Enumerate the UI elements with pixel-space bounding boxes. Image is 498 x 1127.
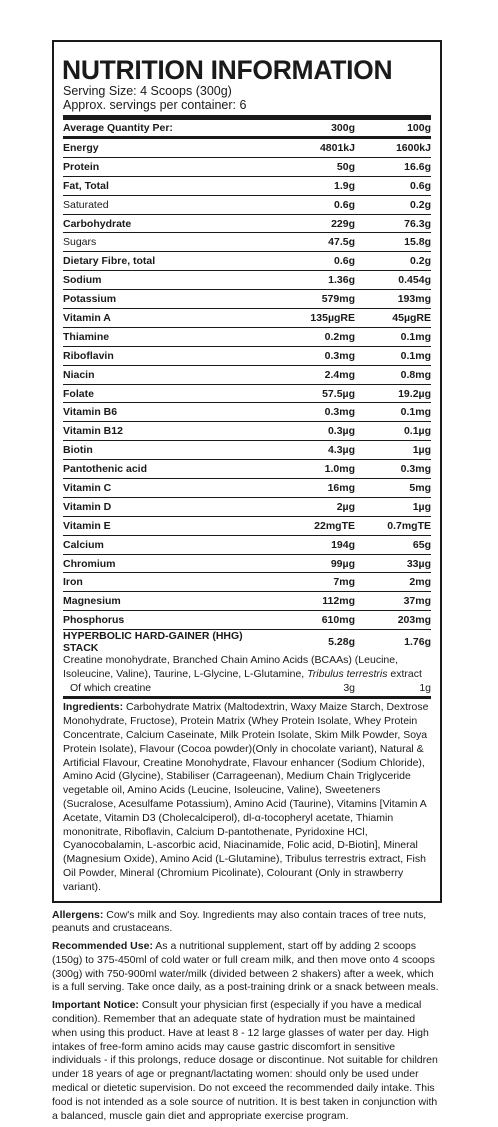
panel-title: NUTRITION INFORMATION xyxy=(62,55,393,85)
nutrient-value-100g: 0.1mg xyxy=(355,403,431,422)
table-row xyxy=(63,290,431,309)
allergens-paragraph xyxy=(52,909,442,937)
nutrient-value-300g: 22mgTE xyxy=(255,516,355,535)
nutrient-value-100g: 33µg xyxy=(355,554,431,573)
nutrient-value-100g: 15.8g xyxy=(355,233,431,252)
nutrient-value-300g: 0.6g xyxy=(255,195,355,214)
nutrient-value-100g: 45µgRE xyxy=(355,309,431,328)
nutrient-label: Phosphorus xyxy=(63,611,255,630)
nutrient-label: Potassium xyxy=(63,290,255,309)
header-col-100g: 100g xyxy=(355,120,431,138)
nutrition-table xyxy=(63,120,431,654)
nutrient-label: Sugars xyxy=(63,233,255,252)
creatine-value-300g: 3g xyxy=(343,681,355,694)
nutrient-label: Iron xyxy=(63,573,255,592)
ingredients-text: Carbohydrate Matrix (Maltodextrin, Waxy Maize Starch, Dextrose Monohydrate, Fructose), Protein Matrix (Whey Protein Isolate, Whey Protein Concentrate, Calcium Caseinate, Milk Protein Isolate, Skim Milk Powder, Soya Protein Isolate), Flavour (Cocoa powder)(Only in chocolate variant), Natural & Artificial Flavour, Creatine Monohydrate, Flavour enhancer (Sodium Chloride), Amino Acid (Glycine), Stabiliser (Carrageenan), Medium Chain Triglyceride vegetable oil, Amino Acids (Leucine, Isoleucine, Valine), Sweeteners (Sucralose, Acesulfame Potassium), Amino Acid (Taurine), Vitamins [Vitamin A Acetate, Vitamin D3 (Cholecalciperol), dl-α-tocopheryl acetate, Thiamin mononitrate, Riboflavin, Calcium D-pantothenate, Pyridoxine HCl, Cyanocobalamin, L-ascorbic acid, Niacinamide, Folic acid, D-Biotin], Mineral (Magnesium Oxide), Amino Acid (L-Glutamine), Tribulus terrestris extract, Fish Oil Powder, Mineral (Chromium Picolinate), Colourant (Only in strawberry variant). xyxy=(63,701,429,893)
nutrient-value-100g: 0.8mg xyxy=(355,365,431,384)
nutrient-label: Dietary Fibre, total xyxy=(63,252,255,271)
nutrient-value-100g: 193mg xyxy=(355,290,431,309)
nutrient-value-300g: 47.5g xyxy=(255,233,355,252)
creatine-value-100g: 1g xyxy=(419,681,431,694)
nutrient-value-100g: 0.454g xyxy=(355,271,431,290)
nutrient-value-100g: 65g xyxy=(355,535,431,554)
nutrient-value-300g: 4801kJ xyxy=(255,138,355,158)
nutrient-value-100g: 0.7mgTE xyxy=(355,516,431,535)
table-row xyxy=(63,384,431,403)
nutrient-label: Saturated xyxy=(63,195,255,214)
nutrient-value-100g: 1µg xyxy=(355,497,431,516)
nutrient-value-300g: 0.3mg xyxy=(255,346,355,365)
table-row xyxy=(63,516,431,535)
nutrient-value-300g: 99µg xyxy=(255,554,355,573)
table-row xyxy=(63,271,431,290)
nutrient-value-100g: 37mg xyxy=(355,592,431,611)
nutrient-label: Folate xyxy=(63,384,255,403)
table-header-row xyxy=(63,120,431,138)
nutrient-value-300g: 50g xyxy=(255,157,355,176)
nutrient-value-100g: 0.2g xyxy=(355,195,431,214)
header-col-300g: 300g xyxy=(255,120,355,138)
nutrient-value-100g: 1600kJ xyxy=(355,138,431,158)
serving-size: Serving Size: 4 Scoops (300g) xyxy=(63,84,232,98)
nutrient-value-100g: 0.1mg xyxy=(355,327,431,346)
nutrient-value-300g: 1.0mg xyxy=(255,460,355,479)
table-row xyxy=(63,365,431,384)
nutrient-value-100g: 0.3mg xyxy=(355,460,431,479)
table-row xyxy=(63,157,431,176)
nutrient-label: Thiamine xyxy=(63,327,255,346)
table-row xyxy=(63,573,431,592)
table-row xyxy=(63,497,431,516)
nutrient-label: Vitamin B12 xyxy=(63,422,255,441)
creatine-row xyxy=(63,682,431,700)
table-row xyxy=(63,441,431,460)
nutrient-value-300g: 194g xyxy=(255,535,355,554)
nutrient-value-100g: 19.2µg xyxy=(355,384,431,403)
nutrient-label: Chromium xyxy=(63,554,255,573)
table-row xyxy=(63,535,431,554)
nutrient-label: Calcium xyxy=(63,535,255,554)
nutrient-value-100g: 2mg xyxy=(355,573,431,592)
stack-desc-text: Creatine monohydrate, Branched Chain Amino Acids (BCAAs) (Leucine, Isoleucine, Valine), Taurine, L-Glycine, L-Glutamine, xyxy=(63,654,399,680)
nutrient-value-300g: 0.6g xyxy=(255,252,355,271)
stack-label: HYPERBOLIC HARD-GAINER (HHG) STACK xyxy=(63,630,243,655)
table-row xyxy=(63,592,431,611)
nutrient-label: Magnesium xyxy=(63,592,255,611)
table-row xyxy=(63,233,431,252)
important-notice-heading: Important Notice: xyxy=(52,999,139,1012)
ingredients-heading: Ingredients: xyxy=(63,701,124,714)
table-row xyxy=(63,403,431,422)
table-row xyxy=(63,309,431,328)
stack-desc-italic: Tribulus terrestris xyxy=(307,667,388,680)
nutrient-value-100g: 5mg xyxy=(355,479,431,498)
nutrient-value-100g: 0.1mg xyxy=(355,346,431,365)
table-row xyxy=(63,252,431,271)
nutrient-value-100g: 203mg xyxy=(355,611,431,630)
nutrition-label xyxy=(52,40,442,1127)
header-label: Average Quantity Per: xyxy=(63,120,255,138)
recommended-use-paragraph xyxy=(52,940,442,995)
ingredients-section xyxy=(63,699,431,894)
nutrient-value-300g: 0.3µg xyxy=(255,422,355,441)
stack-value-100g: 1.76g xyxy=(404,636,431,649)
nutrient-value-100g: 1µg xyxy=(355,441,431,460)
nutrient-value-300g: 4.3µg xyxy=(255,441,355,460)
table-row xyxy=(63,346,431,365)
nutrient-value-300g: 112mg xyxy=(255,592,355,611)
nutrient-label: Energy xyxy=(63,138,255,158)
nutrient-label: Biotin xyxy=(63,441,255,460)
nutrient-label: Protein xyxy=(63,157,255,176)
nutrient-value-100g: 16.6g xyxy=(355,157,431,176)
recommended-use-heading: Recommended Use: xyxy=(52,940,153,953)
nutrient-label: Vitamin A xyxy=(63,309,255,328)
nutrient-value-300g: 0.3mg xyxy=(255,403,355,422)
nutrient-label: Vitamin E xyxy=(63,516,255,535)
table-row xyxy=(63,554,431,573)
nutrient-label: Carbohydrate xyxy=(63,214,255,233)
nutrient-label: Vitamin C xyxy=(63,479,255,498)
important-notice-paragraph xyxy=(52,999,442,1123)
servings-per-container: Approx. servings per container: 6 xyxy=(63,98,247,112)
table-row xyxy=(63,479,431,498)
nutrient-value-300g: 1.36g xyxy=(255,271,355,290)
nutrient-value-300g: 135µgRE xyxy=(255,309,355,328)
nutrient-value-300g: 229g xyxy=(255,214,355,233)
nutrient-value-300g: 57.5µg xyxy=(255,384,355,403)
nutrient-label: Vitamin D xyxy=(63,497,255,516)
creatine-label: Of which creatine xyxy=(70,681,152,694)
table-row xyxy=(63,176,431,195)
stack-desc-end: extract xyxy=(390,667,422,680)
table-row xyxy=(63,460,431,479)
nutrient-label: Pantothenic acid xyxy=(63,460,255,479)
nutrient-value-300g: 0.2mg xyxy=(255,327,355,346)
stack-row xyxy=(63,630,431,655)
nutrient-label: Riboflavin xyxy=(63,346,255,365)
nutrient-label: Niacin xyxy=(63,365,255,384)
important-notice-text: Consult your physician first (especially if you have a medical condition). Remember that an adequate state of hydration must be maintained when using this product. Have at least 8 - 12 large glasses of water per day. High intakes of free-form amino acids may cause gastric discomfort in sensitive individuals - if this prolongs, reduce dosage or discontinue. Not suitable for children under 18 years of age or pregnant/lactating women: should only be used under medical or dietetic supervision. Do not exceed the recommended daily intake. This food is not intended as a sole source of nutrition. It is best taken in conjunction with a balanced, muscle gain diet and appropriate exercise program. xyxy=(52,999,438,1122)
stack-description xyxy=(63,654,431,682)
table-row xyxy=(63,611,431,630)
nutrient-value-100g: 0.1µg xyxy=(355,422,431,441)
nutrient-value-300g: 610mg xyxy=(255,611,355,630)
nutrient-value-300g: 2µg xyxy=(255,497,355,516)
nutrient-value-300g: 1.9g xyxy=(255,176,355,195)
nutrient-value-300g: 7mg xyxy=(255,573,355,592)
nutrient-value-300g: 16mg xyxy=(255,479,355,498)
table-row xyxy=(63,195,431,214)
recommended-use-text: As a nutritional supplement, start off by adding 2 scoops (150g) to 375-450ml of cold water or full cream milk, and then move onto 4 scoops (300g) with 750-900ml water/milk (divided between 2 shakers) after a week, which is a full serving. Take once daily, as a post-training drink or a snack between meals. xyxy=(52,940,439,994)
nutrient-label: Fat, Total xyxy=(63,176,255,195)
nutrient-value-100g: 0.2g xyxy=(355,252,431,271)
stack-value-300g: 5.28g xyxy=(328,636,355,649)
table-row xyxy=(63,422,431,441)
notes-section xyxy=(52,903,442,1124)
nutrient-value-300g: 2.4mg xyxy=(255,365,355,384)
nutrient-value-300g: 579mg xyxy=(255,290,355,309)
table-row xyxy=(63,138,431,158)
table-row xyxy=(63,327,431,346)
nutrient-label: Vitamin B6 xyxy=(63,403,255,422)
nutrient-value-100g: 0.6g xyxy=(355,176,431,195)
nutrient-label: Sodium xyxy=(63,271,255,290)
nutrition-panel xyxy=(52,40,442,903)
allergens-text: Cow's milk and Soy. Ingredients may also contain traces of tree nuts, peanuts and crustaceans. xyxy=(52,908,427,935)
nutrient-value-100g: 76.3g xyxy=(355,214,431,233)
allergens-heading: Allergens: xyxy=(52,908,104,921)
table-row xyxy=(63,214,431,233)
